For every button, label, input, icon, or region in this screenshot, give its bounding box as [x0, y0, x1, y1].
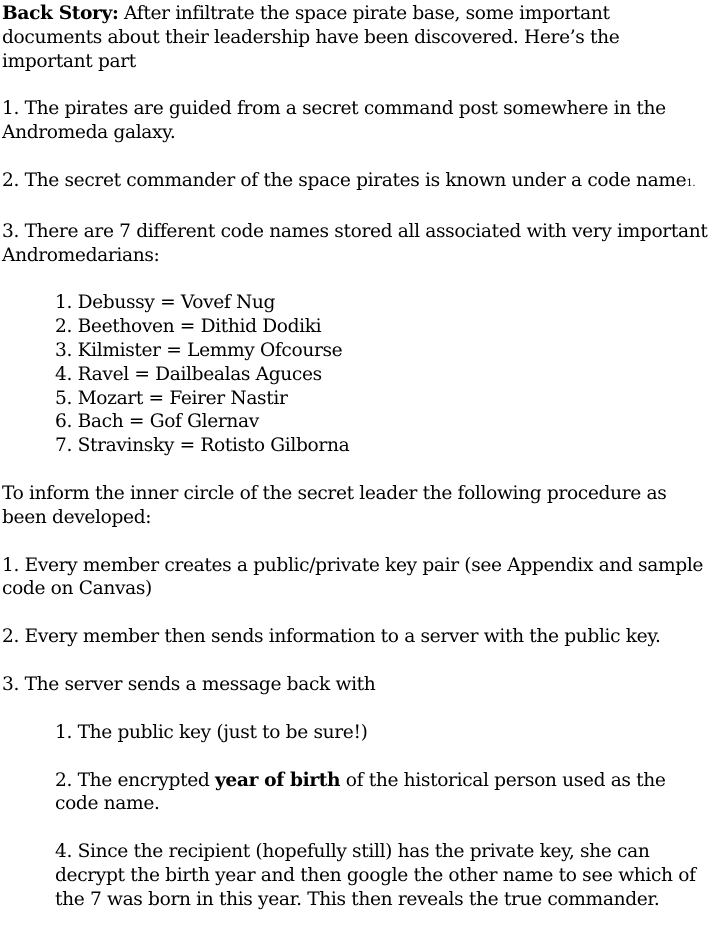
fact-1: 1. The pirates are guided from a secret command post somewhere in the Andromeda galaxy.	[2, 98, 666, 144]
fact-2-footnote-marker: 1.	[686, 177, 696, 189]
code-name-item: 2. Beethoven = Dithid Dodiki	[55, 316, 322, 338]
fact-2-text: 2. The secret commander of the space pirates is known under a code name	[2, 169, 687, 191]
sub-step-4: 4. Since the recipient (hopefully still) has the private key, she can decrypt the birth year and then google the other name to see which of the 7 was born in this year. This then reveals the true commander.	[55, 841, 696, 910]
code-name-item: 3. Kilmister = Lemmy Ofcourse	[55, 339, 343, 361]
step-1: 1. Every member creates a public/private key pair (see Appendix and sample code on Canvas)	[2, 554, 704, 600]
sub-step-2-before: 2. The encrypted	[55, 769, 215, 791]
code-name-list	[55, 291, 710, 458]
step-2: 2. Every member then sends information to a server with the public key.	[2, 626, 661, 648]
procedure-intro: To inform the inner circle of the secret leader the following procedure as been developed:	[2, 482, 667, 528]
code-name-item: 7. Stravinsky = Rotisto Gilborna	[55, 435, 350, 457]
back-story-text: After infiltrate the space pirate base, some important documents about their leadership have been discovered. Here’s the important part	[2, 3, 620, 72]
code-name-item: 6. Bach = Gof Glernav	[55, 411, 259, 433]
fact-3: 3. There are 7 different code names stored all associated with very important Andromedarians:	[2, 220, 708, 266]
document-page	[2, 2, 710, 936]
back-story-paragraph	[2, 2, 710, 73]
sub-step-2-bold: year of birth	[214, 769, 341, 791]
back-story-label: Back Story:	[2, 3, 119, 24]
sub-step-2-after: of the historical person used as the code name.	[55, 769, 666, 815]
code-name-item: 5. Mozart = Feirer Nastir	[55, 387, 288, 409]
sub-step-2	[55, 769, 710, 817]
code-name-item: 4. Ravel = Dailbealas Aguces	[55, 363, 322, 385]
step-3: 3. The server sends a message back with	[2, 673, 376, 695]
fact-2	[2, 169, 710, 196]
sub-step-1: 1. The public key (just to be sure!)	[55, 721, 368, 743]
code-name-item: 1. Debussy = Vovef Nug	[55, 292, 276, 314]
